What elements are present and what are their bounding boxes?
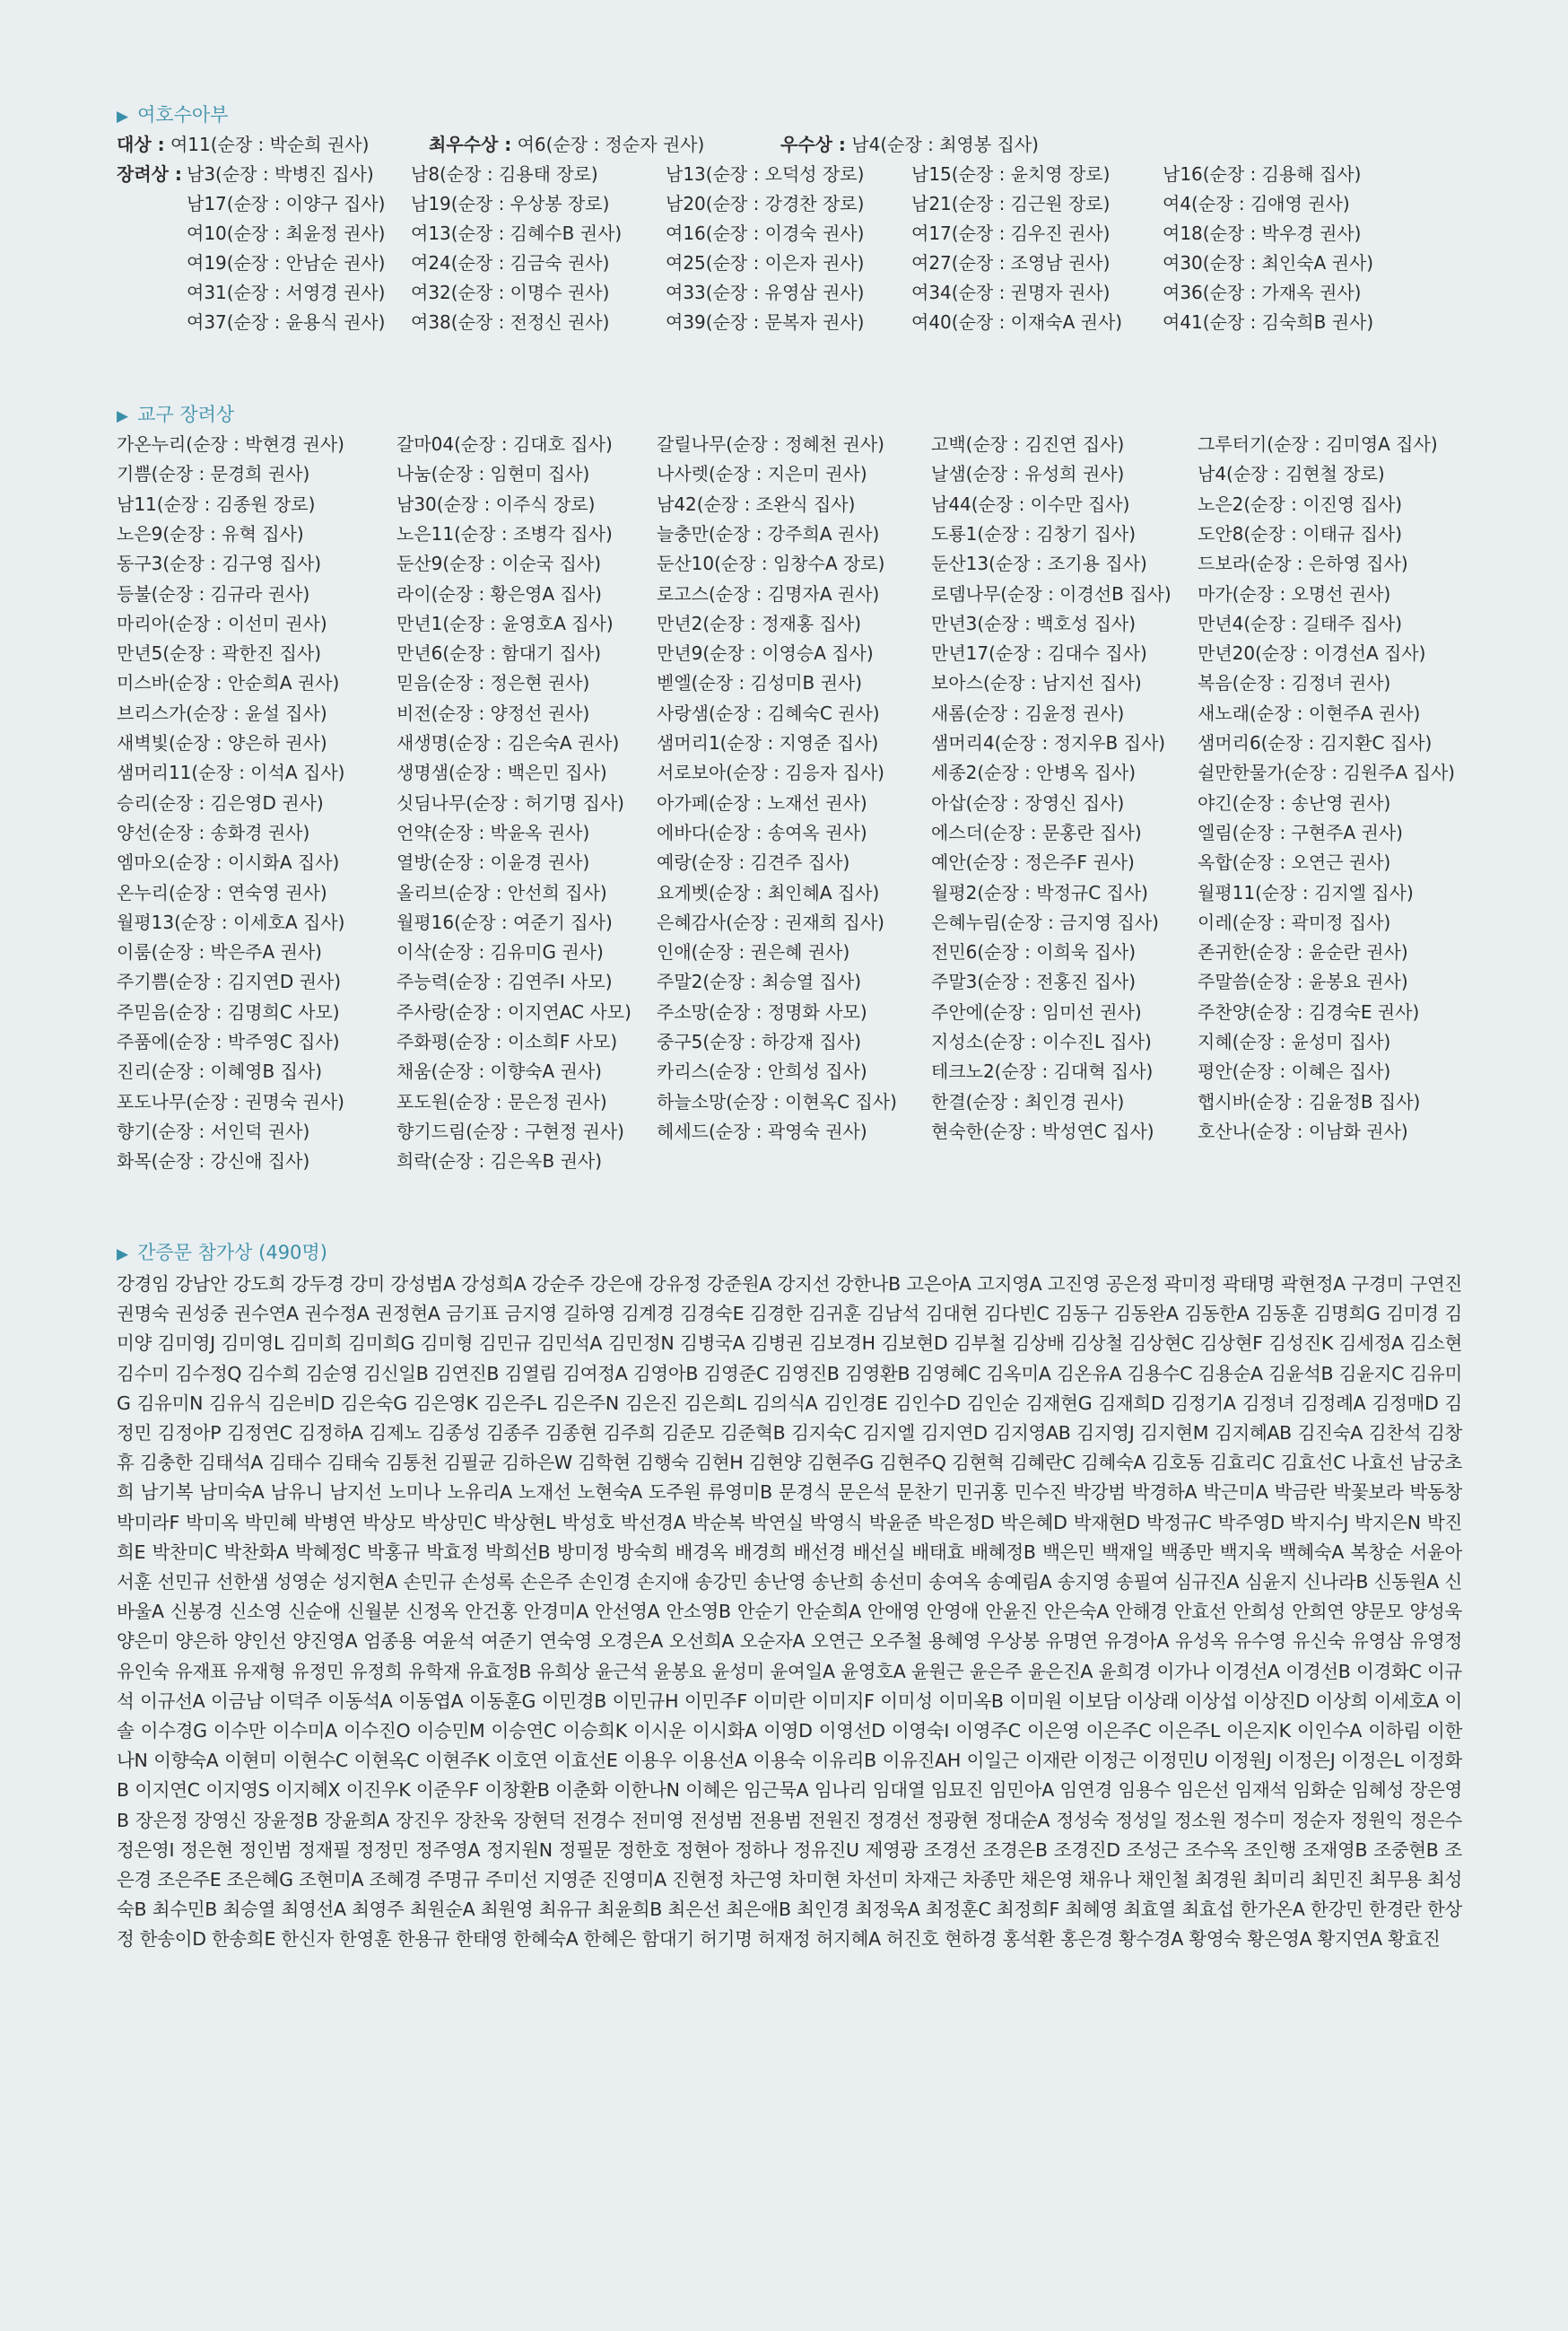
parish-award-item: 하늘소망(순장 : 이현옥C 집사) xyxy=(657,1090,897,1113)
parish-award-item: 만년17(순장 : 김대수 집사) xyxy=(931,642,1147,665)
parish-award-item: 에바다(순장 : 송여옥 권사) xyxy=(657,821,867,843)
encouragement-item: 여39(순장 : 문복자 권사) xyxy=(666,311,865,333)
parish-award-item: 브리스가(순장 : 윤설 집사) xyxy=(117,702,327,724)
award-merit xyxy=(780,130,1039,160)
award-label: 대상 : xyxy=(117,134,165,155)
parish-award-item: 주능력(순장 : 김연주I 사모) xyxy=(396,971,613,993)
parish-award-item: 만년5(순장 : 곽한진 집사) xyxy=(117,642,322,665)
parish-award-item: 햅시바(순장 : 김윤정B 집사) xyxy=(1198,1090,1421,1113)
parish-award-item: 이룸(순장 : 박은주A 권사) xyxy=(117,941,322,964)
parish-award-item: 만년3(순장 : 백호성 집사) xyxy=(931,612,1137,634)
parish-award-item: 한결(순장 : 최인경 권사) xyxy=(931,1090,1125,1113)
parish-award-item: 월평11(순장 : 김지엘 집사) xyxy=(1198,881,1414,904)
award-label: 최우수상 : xyxy=(429,134,512,155)
parish-award-item: 향기드림(순장 : 구현정 권사) xyxy=(396,1120,624,1142)
parish-award-item: 기쁨(순장 : 문경희 권사) xyxy=(117,463,310,485)
parish-award-item: 서로보아(순장 : 김응자 집사) xyxy=(657,762,884,784)
encouragement-item: 여32(순장 : 이명수 권사) xyxy=(411,282,610,303)
section-title xyxy=(117,1238,1462,1268)
encouragement-item: 남19(순장 : 우상봉 장로) xyxy=(411,193,610,214)
parish-award-item: 채움(순장 : 이향숙A 권사) xyxy=(396,1061,602,1083)
parish-award-item: 은혜감사(순장 : 권재희 집사) xyxy=(657,911,884,933)
encouragement-item: 여37(순장 : 윤용식 권사) xyxy=(187,311,386,333)
encouragement-item: 여30(순장 : 최인숙A 권사) xyxy=(1163,252,1374,274)
encouragement-item: 여27(순장 : 조영남 권사) xyxy=(911,252,1111,274)
parish-award-item: 노은9(순장 : 유혁 집사) xyxy=(117,522,304,545)
parish-award-item: 주안에(순장 : 임미선 권사) xyxy=(931,1000,1142,1023)
parish-award-item: 요게벳(순장 : 최인혜A 집사) xyxy=(657,881,880,904)
award-value: 여6(순장 : 정순자 권사) xyxy=(517,134,705,155)
encouragement-item: 여24(순장 : 김금숙 권사) xyxy=(411,252,610,274)
encouragement-item: 남13(순장 : 오덕성 장로) xyxy=(666,163,865,185)
encouragement-item: 남16(순장 : 김용해 집사) xyxy=(1163,163,1362,185)
parish-award-item: 이레(순장 : 곽미정 집사) xyxy=(1198,911,1391,933)
parish-award-item: 벧엘(순장 : 김성미B 권사) xyxy=(657,672,863,694)
award-value: 남4(순장 : 최영봉 집사) xyxy=(851,134,1039,155)
parish-award-item: 주품에(순장 : 박주영C 집사) xyxy=(117,1031,340,1052)
parish-award-item: 도안8(순장 : 이태규 집사) xyxy=(1198,522,1403,545)
participant-names: 강경임 강남안 강도희 강두경 강미 강성범A 강성희A 강순주 강은애 강유정 강준원A 강지선 강한나B 고은아A 고지영A 고진영 공은정 곽미정 곽태명 곽현정A 구경미 구연진 권명숙 권성중 권수연A 권수정A 권정현A 금기표 금지영 길하영 김계경 김경숙E 김경한 김귀훈 김남석 김대현 김다빈C 김동구 김동완A 김동한A 김동훈 김명희G 김미경 김미양 김미영J 김미영L 김미희 김미희G 김미형 김민규 김민석A 김민정N 김병국A 김병권 김보경H 김보현D 김부철 김상배 김상철 김상현C 김상현F 김성진K 김세정A 김소현 김수미 김수정Q 김수희 김순영 김신일B 김연진B 김열림 김여정A 김영아B 김영준C 김영진B 김영환B 김영혜C 김옥미A 김온유A 김용수C 김용순A 김윤석B 김윤지C 김유미G 김유미N 김유식 김은비D 김은숙G 김은영K 김은주L 김은주N 김은진 김은희L 김의식A 김인경E 김인수D 김인순 김재현G 김재희D 김정기A 김정녀 김정례A 김정매D 김정민 김정아P 김정연C 김정하A 김제노 김종성 김종주 김종현 김주희 김준모 김준혁B 김지숙C 김지엘 김지연D 김지영AB 김지영J 김지현M 김지혜AB 김진숙A 김찬석 김창휴 김충한 김태석A 김태수 김태숙 김통천 김필균 김하은W 김학현 김행숙 김현H 김현양 김현주G 김현주Q 김현혁 김혜란C 김혜숙A 김호동 김효리C 김효선C 나효선 남궁초희 남기복 남미숙A 남유니 남지선 노미나 노유리A 노재선 노현숙A 도주원 류영미B 문경식 문은석 문찬기 민귀홍 민수진 박강범 박경하A 박근미A 박금란 박꽃보라 박동창 박미라F 박미옥 박민혜 박병연 박상모 박상민C 박상현L 박성호 박선경A 박순복 박연실 박영식 박윤준 박은정D 박은혜D 박재현D 박정규C 박주영D 박지수J 박지은N 박진희E 박찬미C 박찬화A 박혜정C 박홍규 박효정 박희선B 방미정 방숙희 배경옥 배경희 배선경 배선실 배태효 배혜정B 백은민 백재일 백종만 백지욱 백혜숙A 복창순 서윤아 서훈 선민규 선한샘 성영순 성지현A 손민규 손성록 손은주 손인경 손지애 송강민 송난영 송난희 송선미 송여옥 송예림A 송지영 송필여 심규진A 심윤지 신나라B 신동원A 신바울A 신봉경 신소영 신순애 신월분 신정옥 안건홍 안경미A 안선영A 안소영B 안순기 안순희A 안애영 안영애 안윤진 안은숙A 안해경 안효선 안희성 안희연 양문모 양성욱 양은미 양은하 양인선 양진영A 엄종용 여윤석 여준기 연숙영 오경은A 오선희A 오순자A 오연근 오주철 용혜영 우상봉 유명연 유경아A 유성옥 유수영 유신숙 유영삼 유영정 유인숙 유재표 유재형 유정민 유정희 유학재 유효정B 유희상 윤근석 윤봉요 윤성미 윤여일A 윤영호A 윤원근 윤은주 윤은진A 윤희경 이가나 이경선A 이경선B 이경화C 이규석 이규선A 이금남 이덕주 이동석A 이동엽A 이동훈G 이민경B 이민규H 이민주F 이미란 이미지F 이미성 이미옥B 이미원 이보담 이상래 이상섭 이상진D 이상희 이세호A 이솔 이수경G 이수만 이수미A 이수진O 이승민M 이승연C 이승희K 이시운 이시화A 이영D 이영선D 이영숙I 이영주C 이은영 이은주C 이은주L 이은지K 이인수A 이하림 이한나N 이향숙A 이현미 이현수C 이현옥C 이현주K 이호연 이효선E 이용우 이용선A 이용숙 이유리B 이유진AH 이일근 이재란 이정근 이정민U 이정원J 이정은J 이정은L 이정화B 이지연C 이지영S 이지혜X 이진우K 이준우F 이창환B 이춘화 이한나N 이혜은 임근묵A 임나리 임대열 임묘진 임민아A 임연경 임용수 임은선 임재석 임화순 임혜성 장은영B 장은정 장영신 장윤정B 장윤희A 장진우 장찬욱 장현덕 전경수 전미영 전성범 전용범 전원진 정경선 정광현 정대순A 정성숙 정성일 정소원 정수미 정순자 정원익 정은수 정은영I 정은현 정인범 정재필 정정민 정주영A 정지원N 정필문 정한호 정현아 정하나 정유진U 제영광 조경선 조경은B 조경진D 조성근 조수옥 조인행 조재영B 조중현B 조은경 조은주E 조은혜G 조현미A 조혜경 주명규 주미선 지영준 진영미A 진현정 차근영 차미현 차선미 차재근 차종만 채은영 채유나 채인철 최경원 최미리 최민진 최무용 최성숙B 최수민B 최승열 최영선A 최영주 최원순A 최원영 최유규 최윤희B 최은선 최은애B 최인경 최정욱A 최정훈C 최정희F 최혜영 최효열 최효섭 한가온A 한강민 한경란 한상정 한송이D 한송희E 한신자 한영훈 한용규 한태영 한혜숙A 한혜은 함대기 허기명 허재정 허지혜A 허진호 현하경 홍석환 홍은경 황수경A 황영숙 황은영A 황지연A 황효진 xyxy=(117,1273,1462,1951)
parish-award-item: 만년9(순장 : 이영승A 집사) xyxy=(657,642,874,665)
parish-award-item: 마가(순장 : 오명선 권사) xyxy=(1198,582,1391,605)
parish-award-item: 가온누리(순장 : 박현경 권사) xyxy=(117,433,344,455)
parish-award-item: 로고스(순장 : 김명자A 권사) xyxy=(657,582,880,605)
encouragement-item: 여33(순장 : 유영삼 권사) xyxy=(666,282,865,303)
parish-award-item: 헤세드(순장 : 곽영숙 권사) xyxy=(657,1120,867,1142)
parish-award-item: 인애(순장 : 권은혜 권사) xyxy=(657,941,850,964)
parish-award-item: 야긴(순장 : 송난영 권사) xyxy=(1198,791,1391,814)
parish-award-item: 양선(순장 : 송화경 권사) xyxy=(117,821,310,843)
section-title-text: 간증문 참가상 (490명) xyxy=(137,1242,327,1263)
parish-award-item: 비전(순장 : 양정선 권사) xyxy=(396,702,590,724)
parish-award-item: 엠마오(순장 : 이시화A 집사) xyxy=(117,851,340,874)
parish-award-item: 지혜(순장 : 윤성미 집사) xyxy=(1198,1031,1391,1052)
encouragement-item: 여25(순장 : 이은자 권사) xyxy=(666,252,865,274)
parish-award-item: 아삽(순장 : 장영신 집사) xyxy=(931,791,1125,814)
encouragement-item: 여10(순장 : 최윤정 권사) xyxy=(187,223,386,244)
parish-award-item: 온누리(순장 : 연숙영 권사) xyxy=(117,881,327,904)
parish-award-item: 월평13(순장 : 이세호A 집사) xyxy=(117,911,345,933)
parish-award-item: 싯딤나무(순장 : 허기명 집사) xyxy=(396,791,624,814)
parish-award-item: 주기쁨(순장 : 김지연D 권사) xyxy=(117,971,342,993)
parish-award-item: 은혜누림(순장 : 금지영 집사) xyxy=(931,911,1159,933)
encouragement-item: 여18(순장 : 박우경 권사) xyxy=(1163,223,1362,244)
parish-award-item: 나눔(순장 : 임현미 집사) xyxy=(396,463,590,485)
parish-award-item: 도룡1(순장 : 김창기 집사) xyxy=(931,522,1137,545)
section-yeohosua xyxy=(117,100,1462,337)
parish-award-list xyxy=(117,430,1462,1176)
parish-award-item: 희락(순장 : 김은옥B 권사) xyxy=(396,1150,603,1173)
parish-award-item: 이삭(순장 : 김유미G 권사) xyxy=(396,941,604,964)
parish-award-item: 쉴만한물가(순장 : 김원주A 집사) xyxy=(1198,762,1455,784)
parish-award-item: 믿음(순장 : 정은현 권사) xyxy=(396,672,590,694)
parish-award-item: 만년4(순장 : 길태주 집사) xyxy=(1198,612,1403,634)
parish-award-item: 드보라(순장 : 은하영 집사) xyxy=(1198,553,1408,575)
parish-award-item: 예안(순장 : 정은주F 권사) xyxy=(931,851,1135,874)
section-title-text: 교구 장려상 xyxy=(137,404,235,425)
parish-award-item: 월평16(순장 : 여준기 집사) xyxy=(396,911,613,933)
parish-award-item: 남4(순장 : 김현철 장로) xyxy=(1198,463,1385,485)
parish-award-item: 주화평(순장 : 이소희F 사모) xyxy=(396,1031,618,1052)
encouragement-item: 여4(순장 : 김애영 권사) xyxy=(1163,193,1350,214)
encouragement-item: 여36(순장 : 가재옥 권사) xyxy=(1163,282,1362,303)
parish-award-item: 월평2(순장 : 박정규C 집사) xyxy=(931,881,1148,904)
parish-award-item: 올리브(순장 : 안선희 집사) xyxy=(396,881,607,904)
encouragement-item: 여34(순장 : 권명자 권사) xyxy=(911,282,1111,303)
encouragement-item: 여38(순장 : 전정신 권사) xyxy=(411,311,610,333)
section-testimony xyxy=(117,1238,1462,1955)
parish-award-item: 샘머리4(순장 : 정지우B 집사) xyxy=(931,732,1166,754)
parish-award-item: 언약(순장 : 박윤옥 권사) xyxy=(396,821,590,843)
parish-award-item: 남44(순장 : 이수만 집사) xyxy=(931,493,1130,515)
parish-award-item: 새롬(순장 : 김윤정 권사) xyxy=(931,702,1125,724)
parish-award-item: 포도나무(순장 : 권명숙 권사) xyxy=(117,1090,344,1113)
parish-award-item: 포도원(순장 : 문은정 권사) xyxy=(396,1090,607,1113)
parish-award-item: 복음(순장 : 김정녀 권사) xyxy=(1198,672,1391,694)
section-title-text: 여호수아부 xyxy=(137,104,229,126)
parish-award-item: 승리(순장 : 김은영D 권사) xyxy=(117,791,324,814)
parish-award-item: 아가페(순장 : 노재선 권사) xyxy=(657,791,867,814)
parish-award-item: 열방(순장 : 이윤경 권사) xyxy=(396,851,590,874)
triangle-bullet-icon: ▶ xyxy=(117,1245,129,1263)
parish-award-item: 샘머리11(순장 : 이석A 집사) xyxy=(117,762,345,784)
parish-award-item: 미스바(순장 : 안순희A 권사) xyxy=(117,672,340,694)
parish-award-item: 둔산13(순장 : 조기용 집사) xyxy=(931,553,1147,575)
encouragement-item: 여19(순장 : 안남순 권사) xyxy=(187,252,386,274)
parish-award-item: 날샘(순장 : 유성희 권사) xyxy=(931,463,1125,485)
triangle-bullet-icon: ▶ xyxy=(117,108,129,126)
parish-award-item: 주사랑(순장 : 이지연AC 사모) xyxy=(396,1000,632,1023)
parish-award-item: 샘머리6(순장 : 김지환C 집사) xyxy=(1198,732,1433,754)
parish-award-item: 카리스(순장 : 안희성 집사) xyxy=(657,1061,867,1083)
encouragement-item: 남21(순장 : 김근원 장로) xyxy=(911,193,1111,214)
parish-award-item: 테크노2(순장 : 김대혁 집사) xyxy=(931,1061,1154,1083)
parish-award-item: 에스더(순장 : 문홍란 집사) xyxy=(931,821,1142,843)
parish-award-item: 남30(순장 : 이주식 장로) xyxy=(396,493,596,515)
encouragement-item: 여31(순장 : 서영경 권사) xyxy=(187,282,386,303)
encouragement-item: 여41(순장 : 김숙희B 권사) xyxy=(1163,311,1374,333)
parish-award-item: 옥합(순장 : 오연근 권사) xyxy=(1198,851,1391,874)
encouragement-item: 남8(순장 : 김용태 장로) xyxy=(411,163,598,185)
triangle-bullet-icon: ▶ xyxy=(117,407,129,425)
encouragement-item: 남15(순장 : 윤치영 장로) xyxy=(911,163,1111,185)
awards-row xyxy=(117,130,1462,160)
encouragement-item: 여17(순장 : 김우진 권사) xyxy=(911,223,1111,244)
parish-award-item: 주말3(순장 : 전홍진 집사) xyxy=(931,971,1137,993)
section-title xyxy=(117,100,1462,130)
encouragement-item: 남20(순장 : 강경찬 장로) xyxy=(666,193,865,214)
parish-award-item: 주말씀(순장 : 윤봉요 권사) xyxy=(1198,971,1408,993)
parish-award-item: 만년6(순장 : 함대기 집사) xyxy=(396,642,602,665)
parish-award-item: 진리(순장 : 이혜영B 집사) xyxy=(117,1061,323,1083)
parish-award-item: 늘충만(순장 : 강주희A 권사) xyxy=(657,522,880,545)
parish-award-item: 마리아(순장 : 이선미 권사) xyxy=(117,612,327,634)
parish-award-item: 남42(순장 : 조완식 집사) xyxy=(657,493,856,515)
parish-award-item: 로뎀나무(순장 : 이경선B 집사) xyxy=(931,582,1172,605)
parish-award-item: 만년1(순장 : 윤영호A 집사) xyxy=(396,612,614,634)
parish-award-item: 둔산10(순장 : 임창수A 장로) xyxy=(657,553,885,575)
parish-award-item: 세종2(순장 : 안병옥 집사) xyxy=(931,762,1137,784)
parish-award-item: 라이(순장 : 황은영A 집사) xyxy=(396,582,602,605)
encouragement-item: 여13(순장 : 김혜수B 권사) xyxy=(411,223,623,244)
parish-award-item: 중구5(순장 : 하강재 집사) xyxy=(657,1031,862,1052)
section-parish-award xyxy=(117,400,1462,1176)
encouragement-item: 여40(순장 : 이재숙A 권사) xyxy=(911,311,1123,333)
award-excellence xyxy=(429,130,704,160)
parish-award-item: 새생명(순장 : 김은숙A 권사) xyxy=(396,732,620,754)
parish-award-item: 생명샘(순장 : 백은민 집사) xyxy=(396,762,607,784)
parish-award-item: 현숙한(순장 : 박성연C 집사) xyxy=(931,1120,1154,1142)
parish-award-item: 보아스(순장 : 남지선 집사) xyxy=(931,672,1142,694)
encouragement-award-list xyxy=(117,160,1462,337)
parish-award-item: 전민6(순장 : 이희욱 집사) xyxy=(931,941,1137,964)
parish-award-item: 엘림(순장 : 구현주A 권사) xyxy=(1198,821,1403,843)
parish-award-item: 향기(순장 : 서인덕 권사) xyxy=(117,1120,310,1142)
parish-award-item: 갈릴나무(순장 : 정혜천 권사) xyxy=(657,433,884,455)
parish-award-item: 노은11(순장 : 조병각 집사) xyxy=(396,522,613,545)
parish-award-item: 지성소(순장 : 이수진L 집사) xyxy=(931,1031,1152,1052)
parish-award-item: 평안(순장 : 이혜은 집사) xyxy=(1198,1061,1391,1083)
parish-award-item: 갈마04(순장 : 김대호 집사) xyxy=(396,433,613,455)
parish-award-item: 새노래(순장 : 이현주A 권사) xyxy=(1198,702,1421,724)
parish-award-item: 사랑샘(순장 : 김혜숙C 권사) xyxy=(657,702,880,724)
parish-award-item: 주말2(순장 : 최승열 집사) xyxy=(657,971,862,993)
award-label: 우수상 : xyxy=(780,134,846,155)
encouragement-item: 남3(순장 : 박병진 집사) xyxy=(187,163,374,185)
parish-award-item: 나사렛(순장 : 지은미 권사) xyxy=(657,463,867,485)
parish-award-item: 새벽빛(순장 : 양은하 권사) xyxy=(117,732,327,754)
parish-award-item: 화목(순장 : 강신애 집사) xyxy=(117,1150,310,1173)
parish-award-item: 그루터기(순장 : 김미영A 집사) xyxy=(1198,433,1438,455)
parish-award-item: 샘머리1(순장 : 지영준 집사) xyxy=(657,732,879,754)
parish-award-item: 주소망(순장 : 정명화 사모) xyxy=(657,1000,867,1023)
parish-award-item: 노은2(순장 : 이진영 집사) xyxy=(1198,493,1403,515)
parish-award-item: 둔산9(순장 : 이순국 집사) xyxy=(396,553,602,575)
parish-award-item: 주찬양(순장 : 김경숙E 권사) xyxy=(1198,1000,1420,1023)
encouragement-item: 남17(순장 : 이양구 집사) xyxy=(187,193,386,214)
parish-award-item: 존귀한(순장 : 윤순란 권사) xyxy=(1198,941,1408,964)
encouragement-item: 여16(순장 : 이경숙 권사) xyxy=(666,223,865,244)
encouragement-label: 장려상 : xyxy=(117,163,182,185)
parish-award-item: 고백(순장 : 김진연 집사) xyxy=(931,433,1125,455)
parish-award-item: 예랑(순장 : 김견주 집사) xyxy=(657,851,850,874)
parish-award-item: 주믿음(순장 : 김명희C 사모) xyxy=(117,1000,340,1023)
award-value: 여11(순장 : 박순희 권사) xyxy=(170,134,370,155)
section-title xyxy=(117,400,1462,430)
parish-award-item: 등불(순장 : 김규라 권사) xyxy=(117,582,310,605)
parish-award-item: 만년20(순장 : 이경선A 집사) xyxy=(1198,642,1426,665)
award-grand xyxy=(117,130,369,160)
parish-award-item: 남11(순장 : 김종원 장로) xyxy=(117,493,316,515)
parish-award-item: 동구3(순장 : 김구영 집사) xyxy=(117,553,322,575)
parish-award-item: 만년2(순장 : 정재홍 집사) xyxy=(657,612,862,634)
parish-award-item: 호산나(순장 : 이남화 권사) xyxy=(1198,1120,1408,1142)
